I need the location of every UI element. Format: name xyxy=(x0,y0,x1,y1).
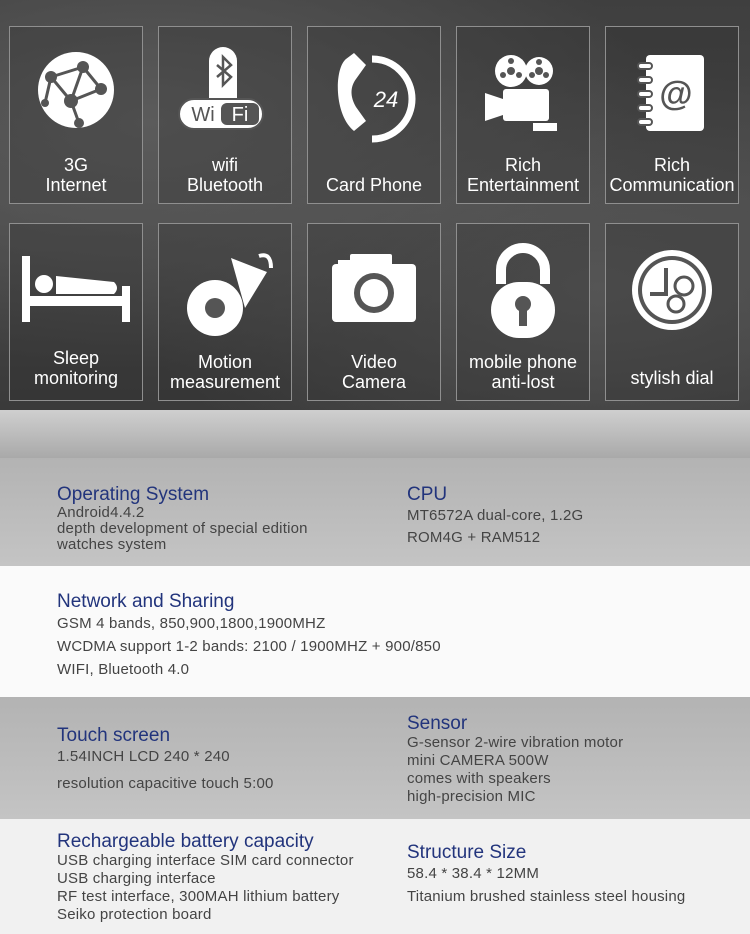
spec-title: CPU xyxy=(407,484,448,505)
feature-label: Rich Entertainment xyxy=(466,155,580,195)
spec-line: MT6572A dual-core, 1.2G xyxy=(407,507,584,524)
spec-sensor xyxy=(407,713,623,806)
spec-line: Titanium brushed stainless steel housing xyxy=(407,888,686,905)
feature-tile-card-phone xyxy=(307,26,441,204)
spec-line: 58.4 * 38.4 * 12MM xyxy=(407,865,540,882)
spec-band-battery-structure xyxy=(0,819,750,934)
feature-tile-sleep-monitoring xyxy=(9,223,143,401)
feature-label: 3G Internet xyxy=(45,155,107,195)
spec-line: WIFI, Bluetooth 4.0 xyxy=(57,661,190,678)
camera-icon xyxy=(324,246,424,336)
spec-line: mini CAMERA 500W xyxy=(407,752,549,769)
feature-label: wifi Bluetooth xyxy=(186,155,264,195)
feature-grid xyxy=(0,0,750,410)
spec-touch-screen xyxy=(57,725,274,794)
phone-badge: 24 xyxy=(373,87,399,112)
spec-title: Operating System xyxy=(57,484,210,505)
feature-label: Motion measurement xyxy=(169,352,281,392)
spec-line: USB charging interface xyxy=(57,870,216,887)
feature-tile-stylish-dial xyxy=(605,223,739,401)
spec-operating-system xyxy=(57,484,308,553)
spec-title: Touch screen xyxy=(57,725,171,746)
spec-title: Rechargeable battery capacity xyxy=(57,831,314,852)
spec-cpu xyxy=(407,484,583,549)
feature-tile-video-camera xyxy=(307,223,441,401)
clock-dial-icon xyxy=(622,246,722,336)
spec-line: comes with speakers xyxy=(407,770,551,787)
wifi-bluetooth-icon xyxy=(175,45,275,145)
address-book-icon xyxy=(622,45,722,145)
feature-label: Rich Communication xyxy=(609,155,735,195)
spec-line: Seiko protection board xyxy=(57,906,212,923)
spec-line: GSM 4 bands, 850,900,1800,1900MHZ xyxy=(57,615,326,632)
spec-title: Structure Size xyxy=(407,842,527,863)
spec-line: USB charging interface SIM card connector xyxy=(57,852,354,869)
feature-tile-wifi-bluetooth xyxy=(158,26,292,204)
at-badge: @ xyxy=(659,75,693,113)
feature-label: mobile phone anti-lost xyxy=(468,352,578,392)
globe-icon xyxy=(31,45,121,135)
spec-line: resolution capacitive touch 5:00 xyxy=(57,775,274,792)
spec-structure-size xyxy=(407,842,685,907)
feature-label: Card Phone xyxy=(325,175,423,195)
feature-label: Video Camera xyxy=(341,352,407,392)
spec-line: Android4.4.2 xyxy=(57,504,145,521)
feature-tile-rich-communication xyxy=(605,26,739,204)
spec-line: high-precision MIC xyxy=(407,788,536,805)
padlock-icon xyxy=(473,238,573,348)
spec-line: watches system xyxy=(57,536,167,553)
spec-battery xyxy=(57,831,354,924)
spec-line: depth development of special edition xyxy=(57,520,308,537)
spec-line: WCDMA support 1-2 bands: 2100 / 1900MHZ + 900/850 xyxy=(57,638,441,655)
feature-label: stylish dial xyxy=(630,368,714,388)
spec-line: RF test interface, 300MAH lithium battery xyxy=(57,888,340,905)
feature-tile-anti-lost xyxy=(456,223,590,401)
spec-line: G-sensor 2-wire vibration motor xyxy=(407,734,624,751)
spec-line: 1.54INCH LCD 240 * 240 xyxy=(57,748,230,765)
spec-network-sharing xyxy=(57,591,441,681)
section-divider xyxy=(0,410,750,458)
spec-band-touch-sensor xyxy=(0,697,750,819)
spec-band-os-cpu xyxy=(0,458,750,566)
sleep-bed-icon xyxy=(16,246,136,326)
feature-tile-motion-measurement xyxy=(158,223,292,401)
spec-title: Sensor xyxy=(407,713,468,734)
phone-24-icon xyxy=(324,45,424,145)
feature-tile-3g-internet xyxy=(9,26,143,204)
feature-tile-rich-entertainment xyxy=(456,26,590,204)
wifi-badge-left: Wi xyxy=(191,104,215,126)
spec-band-network xyxy=(0,566,750,697)
spec-line: ROM4G + RAM512 xyxy=(407,529,541,546)
feature-label: Sleep monitoring xyxy=(33,348,119,388)
wifi-badge-right: Fi xyxy=(231,104,249,126)
film-projector-icon xyxy=(473,45,573,145)
spec-title: Network and Sharing xyxy=(57,591,235,612)
whistle-icon xyxy=(175,248,275,348)
